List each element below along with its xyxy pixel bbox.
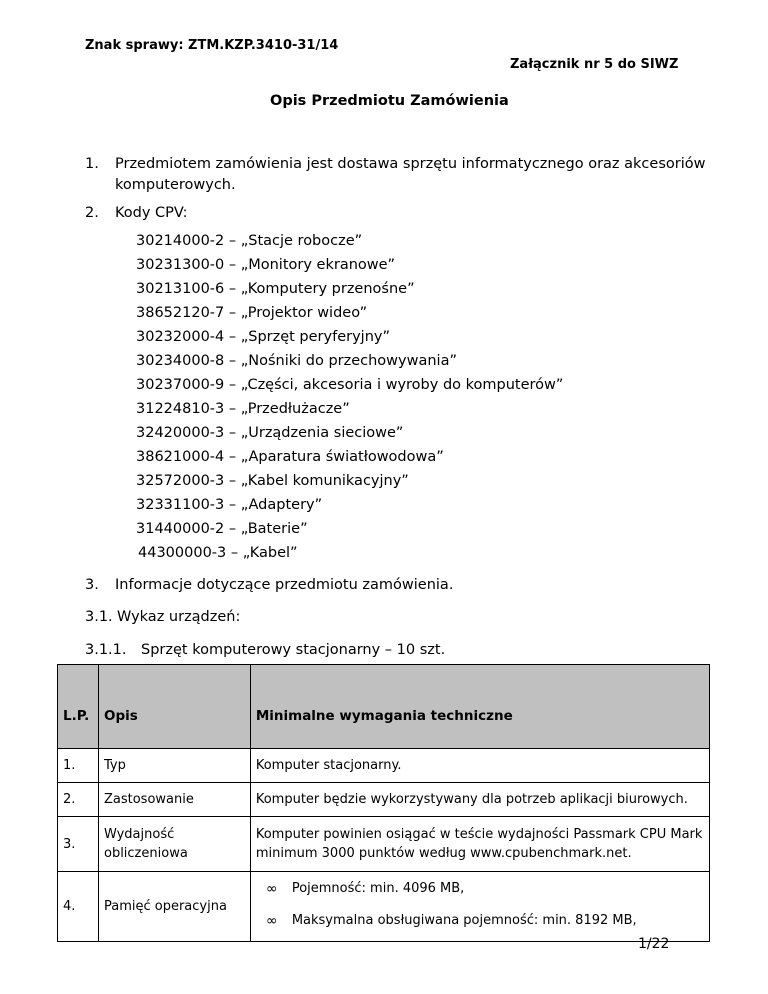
- cpv-code: 38652120-7 – „Projektor wideo”: [136, 305, 368, 321]
- item-1: [85, 154, 99, 175]
- item-1-number: 1.: [85, 156, 99, 172]
- row-opis: [98, 817, 250, 872]
- row-opis: Typ: [98, 749, 250, 783]
- item-3-1-1-number: 3.1.1.: [85, 642, 127, 658]
- row-lp: 2.: [58, 783, 99, 817]
- row-opis: Zastosowanie: [98, 783, 250, 817]
- row-lp: 1.: [58, 749, 99, 783]
- row-requirement: Komputer stacjonarny.: [250, 749, 709, 783]
- row-lp: 3.: [58, 817, 99, 872]
- cpv-code: 31440000-2 – „Baterie”: [136, 521, 308, 537]
- row-requirement: [250, 817, 709, 872]
- table-row: [58, 817, 710, 872]
- table-row: [58, 872, 710, 942]
- cpv-code: 30232000-4 – „Sprzęt peryferyjny”: [136, 329, 390, 345]
- row-opis-line2: obliczeniowa: [103, 846, 188, 861]
- item-2-number: 2.: [85, 205, 99, 221]
- requirement-bullet-text: Pojemność: min. 4096 MB,: [291, 880, 465, 896]
- item-1-text-line1: Przedmiotem zamówienia jest dostawa sprzętu informatycznego oraz akcesoriów: [115, 156, 706, 172]
- page-title: Opis Przedmiotu Zamówienia: [270, 93, 509, 109]
- item-3-number: 3.: [85, 577, 99, 593]
- page-number: 1/22: [638, 936, 670, 952]
- infinity-bullet-icon: ∞: [265, 880, 278, 897]
- requirement-bullet: [256, 911, 704, 931]
- cpv-code: 30214000-2 – „Stacje robocze”: [136, 233, 363, 249]
- row-requirement: [250, 872, 709, 942]
- infinity-bullet-icon: ∞: [265, 912, 278, 929]
- attachment-label: Załącznik nr 5 do SIWZ: [510, 57, 679, 72]
- cpv-code: 38621000-4 – „Aparatura światłowodowa”: [136, 449, 444, 465]
- header-requirements: Minimalne wymagania techniczne: [250, 665, 709, 749]
- case-number: Znak sprawy: ZTM.KZP.3410-31/14: [85, 38, 339, 53]
- item-1-text-line2: komputerowych.: [115, 177, 236, 193]
- requirements-table: [57, 664, 710, 942]
- cpv-code: 30234000-8 – „Nośniki do przechowywania”: [136, 353, 457, 369]
- item-3-text: Informacje dotyczące przedmiotu zamówienia.: [115, 577, 454, 593]
- row-requirement-line2: minimum 3000 punktów według www.cpubenchmark.net.: [255, 846, 632, 861]
- item-2-text: Kody CPV:: [115, 205, 188, 221]
- row-lp: 4.: [58, 872, 99, 942]
- cpv-code: 32420000-3 – „Urządzenia sieciowe”: [136, 425, 404, 441]
- row-requirement: Komputer będzie wykorzystywany dla potrzeb aplikacji biurowych.: [250, 783, 709, 817]
- item-3-1-text: Wykaz urządzeń:: [117, 609, 241, 625]
- table-header-row: [58, 665, 710, 749]
- requirement-bullet: [256, 879, 704, 899]
- item-1-text: [115, 154, 705, 196]
- header-lp: L.P.: [58, 665, 99, 749]
- item-3-1-number: 3.1.: [85, 609, 113, 625]
- item-3-1-1-text: Sprzęt komputerowy stacjonarny – 10 szt.: [141, 642, 446, 658]
- row-requirement-line1: Komputer powinien osiągać w teście wydajności Passmark CPU Mark: [255, 827, 703, 842]
- cpv-code: 44300000-3 – „Kabel”: [138, 545, 298, 561]
- cpv-code: 30213100-6 – „Komputery przenośne”: [136, 281, 415, 297]
- cpv-code: 31224810-3 – „Przedłużacze”: [136, 401, 350, 417]
- cpv-code: 32331100-3 – „Adaptery”: [136, 497, 323, 513]
- requirement-bullet-text: Maksymalna obsługiwana pojemność: min. 8192 MB,: [291, 912, 637, 928]
- cpv-code: 32572000-3 – „Kabel komunikacyjny”: [136, 473, 409, 489]
- header-opis: Opis: [98, 665, 250, 749]
- cpv-code: 30231300-0 – „Monitory ekranowe”: [136, 257, 396, 273]
- cpv-code: 30237000-9 – „Części, akcesoria i wyroby do komputerów”: [136, 377, 564, 393]
- table-row: [58, 749, 710, 783]
- row-opis-line1: Wydajność: [103, 827, 175, 842]
- row-opis: Pamięć operacyjna: [98, 872, 250, 942]
- table-row: [58, 783, 710, 817]
